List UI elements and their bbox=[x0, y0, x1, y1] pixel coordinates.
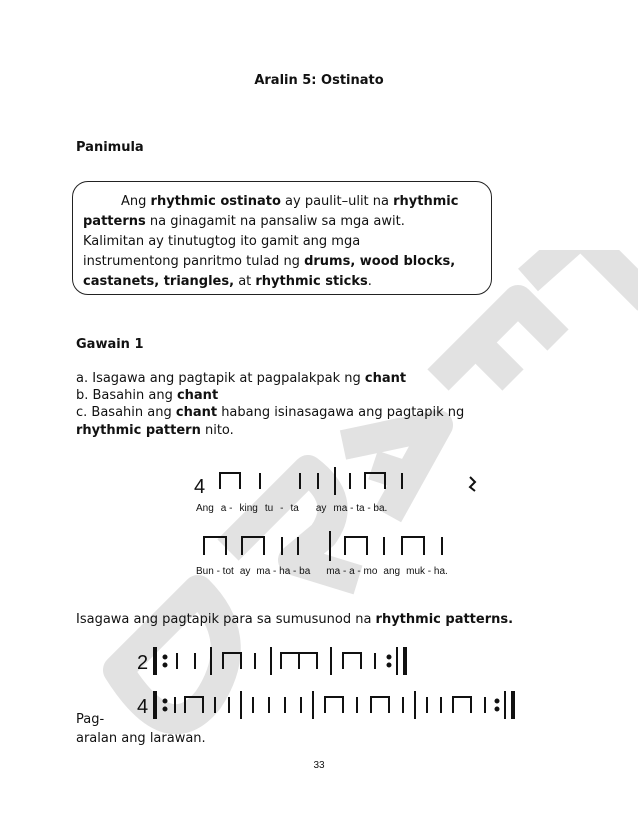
step-c: c. Basahin ang chant habang isinasagawa ang pagtapik ng bbox=[76, 405, 465, 420]
page-number: 33 bbox=[313, 760, 325, 771]
repeat-dot bbox=[164, 708, 167, 711]
repeat-dot bbox=[164, 656, 167, 659]
step-a: a. Isagawa ang pagtapik at pagpalakpak ng chant bbox=[76, 371, 407, 386]
eighth-pair bbox=[242, 537, 264, 555]
watermark-letter-f bbox=[438, 300, 558, 380]
instruction-line: Isagawa ang pagtapik para sa sumusunod na rhythmic patterns. bbox=[76, 612, 514, 627]
repeat-dot bbox=[496, 700, 499, 703]
time-signature: 4 bbox=[194, 476, 206, 498]
gawain-heading: Gawain 1 bbox=[76, 337, 144, 352]
lyrics-row-1: Ang a - king tu - ta ay ma - ta - ba. bbox=[196, 503, 388, 514]
eighth-pair bbox=[371, 697, 389, 713]
rhythm-pattern-1 bbox=[135, 643, 435, 677]
step-b: b. Basahin ang chant bbox=[76, 388, 219, 403]
aralan-line: aralan ang larawan. bbox=[76, 731, 206, 746]
eighth-pair bbox=[345, 537, 367, 555]
eighth-pair bbox=[365, 473, 385, 489]
eighth-pair bbox=[185, 697, 203, 713]
eighth-pair bbox=[402, 537, 424, 555]
repeat-dot bbox=[164, 700, 167, 703]
eighth-pair bbox=[204, 537, 226, 555]
watermark-letter-t bbox=[528, 250, 638, 300]
repeat-dot bbox=[496, 708, 499, 711]
repeat-dot bbox=[388, 664, 391, 667]
repeat-dot bbox=[164, 664, 167, 667]
rhythm-pattern-2 bbox=[135, 687, 525, 721]
panimula-heading: Panimula bbox=[76, 140, 144, 155]
eighth-pair bbox=[343, 653, 361, 669]
quarter-rest bbox=[470, 477, 475, 491]
time-signature-2: 2 bbox=[137, 652, 149, 674]
eighth-pair bbox=[453, 697, 471, 713]
lyrics-row-2: Bun - tot ay ma - ha - ba ma - a - mo ang muk - ha. bbox=[196, 566, 448, 577]
eighth-pair bbox=[220, 473, 240, 489]
repeat-dot bbox=[388, 656, 391, 659]
step-c-cont: rhythmic pattern nito. bbox=[76, 423, 234, 438]
eighth-group bbox=[281, 653, 317, 669]
pag-line: Pag- bbox=[76, 712, 105, 727]
lesson-title: Aralin 5: Ostinato bbox=[254, 73, 384, 88]
eighth-pair bbox=[325, 697, 343, 713]
intro-box bbox=[72, 181, 492, 295]
time-signature-4: 4 bbox=[137, 696, 149, 718]
eighth-pair bbox=[223, 653, 241, 669]
intro-text: Ang rhythmic ostinato ay paulit–ulit na rhythmic patterns na ginagamit na pansaliw sa mga awit. Kalimitan ay tinutugtog ito gamit ang mga instrumentong panritmo tulad ng drums, wood blocks, castanets, triangles, at rhythmic sticks. bbox=[83, 194, 459, 289]
